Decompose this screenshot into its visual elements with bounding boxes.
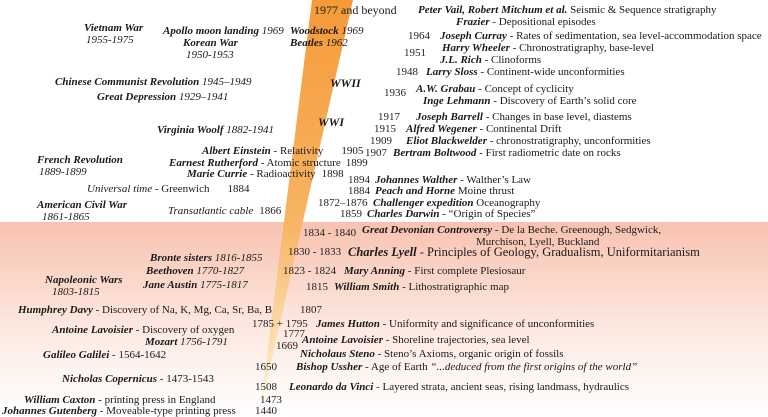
- geology-entry: Nicholaus Steno - Steno’s Axioms, organic origin of fossils: [300, 348, 564, 360]
- geology-entry: Joseph Barrell - Changes in base level, diastems: [416, 111, 632, 123]
- year-label: 1964: [408, 30, 430, 42]
- history-copernicus: Nicholas Copernicus - 1473-1543: [62, 373, 214, 385]
- history-apollo: Apollo moon landing 1969: [163, 25, 284, 37]
- geology-entry: Mary Anning - First complete Plesiosaur: [344, 265, 526, 277]
- geology-entry: Eliot Blackwelder - chronostratigraphy, unconformities: [406, 135, 651, 147]
- year-label: 1894: [348, 174, 370, 186]
- year-label: 1907: [365, 147, 387, 159]
- geology-entry: Challenger expedition Oceanography: [373, 197, 541, 209]
- history-austin: Jane Austin 1775-1817: [143, 279, 248, 291]
- history-great-depression: Great Depression 1929–1941: [97, 91, 229, 103]
- geology-entry: Bishop Ussher - Age of Earth “...deduced from the first origins of the world”: [296, 361, 638, 373]
- history-beatles: Beatles 1962: [290, 37, 348, 49]
- history-universal-time: Universal time - Greenwich 1884: [87, 183, 250, 195]
- history-korean: Korean War: [183, 37, 238, 49]
- history-vietnam: Vietnam War: [84, 22, 144, 34]
- history-virginia-woolf: Virginia Woolf 1882-1941: [157, 124, 274, 136]
- year-label: 1830 - 1833: [288, 246, 342, 258]
- geology-entry: Murchison, Lyell, Buckland: [476, 236, 600, 248]
- year-label: 1915: [374, 123, 396, 135]
- geology-entry: Inge Lehmann - Discovery of Earth’s solid core: [423, 95, 637, 107]
- history-lavoisier: Antoine Lavoisier - Discovery of oxygen: [52, 324, 235, 336]
- year-label: 1785 + 1795: [252, 318, 308, 330]
- year-label: 1951: [404, 47, 426, 59]
- geology-entry: Charles Darwin - “Origin of Species”: [367, 208, 536, 220]
- year-label: 1872–1876: [318, 197, 368, 209]
- history-wwii: WWII: [330, 76, 361, 90]
- year-label: 1974: [396, 15, 418, 27]
- geology-entry: Peter Vail, Robert Mitchum et al. Seismic & Sequence stratigraphy: [418, 4, 717, 16]
- history-civil-war: American Civil War: [37, 199, 128, 211]
- history-beethoven: Beethoven 1770-1827: [146, 265, 245, 277]
- geology-entry: James Hutton - Uniformity and significance of unconformities: [316, 318, 595, 330]
- history-wwi: WWI: [318, 115, 345, 129]
- year-label: 1650: [255, 361, 277, 373]
- geology-entry: Bertram Boltwood - First radiometric date on rocks: [393, 147, 621, 159]
- year-label: 1815: [306, 281, 328, 293]
- history-vietnam-years: 1955-1975: [86, 34, 134, 46]
- year-label: 1508: [255, 381, 277, 393]
- history-einstein: Albert Einstein - Relativity 1905: [202, 145, 364, 157]
- year-label: 1823 - 1824: [283, 265, 337, 277]
- history-caxton: William Caxton - printing press in England: [24, 394, 216, 406]
- geology-entry: Peach and Horne Moine thrust: [375, 185, 515, 197]
- geology-entry: Frazier - Depositional episodes: [456, 16, 596, 28]
- geology-entry: Johannes Walther - Walther’s Law: [375, 174, 531, 186]
- history-rutherford: Earnest Rutherford - Atomic structure 1899: [169, 157, 368, 169]
- history-transatlantic-cable: Transatlantic cable 1866: [168, 205, 282, 217]
- geology-entry: A.W. Grabau - Concept of cyclicity: [416, 83, 574, 95]
- history-woodstock: Woodstock 1969: [290, 25, 364, 37]
- geology-entry: Charles Lyell - Principles of Geology, Gradualism, Uniformitarianism: [348, 245, 700, 259]
- year-label: 1834 - 1840: [303, 227, 357, 239]
- history-galileo: Galileo Galilei - 1564-1642: [43, 349, 167, 361]
- history-korean-years: 1950-1953: [186, 49, 234, 61]
- history-civil-war-years: 1861-1865: [42, 211, 90, 223]
- geology-entry: Joseph Curray - Rates of sedimentation, sea level-accommodation space: [440, 30, 762, 42]
- geology-entry: Harry Wheeler - Chronostratigraphy, base-level: [442, 42, 655, 54]
- geology-entry: William Smith - Lithostratigraphic map: [334, 281, 509, 293]
- year-label: 1859: [340, 208, 362, 220]
- history-davy: Humphrey Davy - Discovery of Na, K, Mg, Ca, Sr, Ba, B: [18, 304, 273, 316]
- year-label: 1440: [255, 405, 277, 417]
- history-french-revolution: French Revolution: [37, 154, 123, 166]
- year-label: 1884: [348, 185, 370, 197]
- year-label: 1977 and beyond: [314, 3, 397, 17]
- year-label: 1473: [260, 394, 282, 406]
- year-label: 1777: [283, 328, 305, 340]
- history-napoleonic-years: 1803-1815: [52, 286, 100, 298]
- geology-entry: Leonardo da Vinci - Layered strata, ancient seas, rising landmass, hydraulics: [289, 381, 630, 393]
- geology-entry: Alfred Wegener - Continental Drift: [406, 123, 562, 135]
- geology-entry: Great Devonian Controversy - De la Beche. Greenough, Sedgwick,: [362, 224, 662, 236]
- year-label: 1948: [396, 66, 418, 78]
- history-french-revolution-years: 1889-1899: [39, 166, 87, 178]
- year-label: 1807: [300, 304, 322, 316]
- year-label: 1917: [378, 111, 400, 123]
- year-label: 1909: [370, 135, 392, 147]
- history-napoleonic: Napoleonic Wars: [45, 274, 123, 286]
- history-curie: Marie Currie - Radioactivity 1898: [187, 168, 344, 180]
- history-chinese-revolution: Chinese Communist Revolution 1945–1949: [55, 76, 252, 88]
- history-bronte: Bronte sisters 1816-1855: [150, 252, 263, 264]
- history-mozart: Mozart 1756-1791: [145, 336, 228, 348]
- geology-entry: Larry Sloss - Continent-wide unconformities: [426, 66, 625, 78]
- geology-entry: Antoine Lavoisier - Shoreline trajectories, sea level: [302, 334, 530, 346]
- history-gutenberg: Johannes Gutenberg - Moveable-type printing press: [2, 405, 236, 417]
- year-label: 1669: [276, 340, 298, 352]
- geology-entry: J.L. Rich - Clinoforms: [440, 54, 542, 66]
- year-label: 1936: [384, 87, 406, 99]
